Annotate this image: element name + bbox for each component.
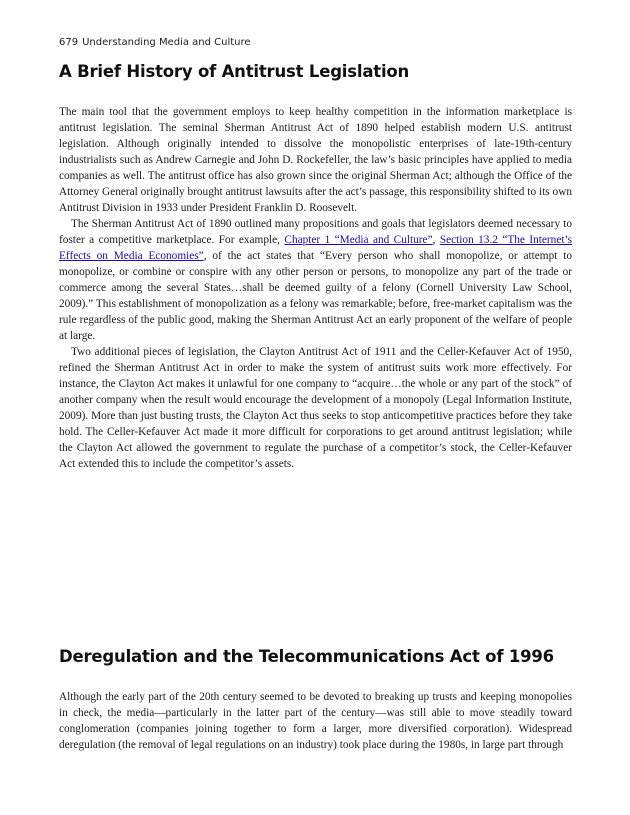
paragraph: Although the early part of the 20th century seemed to be devoted to breaking up trusts and keeping monopolies in check, the media—particularly in the latter part of the century—was still able to move steadily toward conglomeration (companies joining together to form a larger, more diversified corporation). Widespread deregulation (the removal of legal regulations on an industry) took place during the 1980s, in large part through	[59, 691, 572, 751]
paragraph-text: ,	[432, 234, 440, 246]
section-heading-deregulation: Deregulation and the Telecommunications Act of 1996	[59, 647, 554, 666]
book-title: Understanding Media and Culture	[82, 37, 251, 48]
paragraph-text: The Sherman Antitrust Act of 1890 outlined many propositions and goals that legislators deemed necessary to foster a competitive marketplace. For example,	[59, 218, 572, 246]
paragraph: Two additional pieces of legislation, the Clayton Antitrust Act of 1911 and the Celler-Kefauver Act of 1950, refined the Sherman Antitrust Act in order to make the system of antitrust suits work more effectively. For instance, the Clayton Act makes it unlawful for one company to “acquire…the whole or any part of the stock” of another company when the result would encourage the development of a monopoly (Legal Information Institute, 2009). More than just busting trusts, the Clayton Act thus seeks to stop anticompetitive practices before they take hold. The Celler-Kefauver Act made it more difficult for corporations to get around antitrust legislation; while the Clayton Act allowed the government to regulate the purchase of a competitor’s stock, the Celler-Kefauver Act extended this to include the competitor’s assets.	[59, 346, 572, 470]
paragraph	[59, 216, 572, 344]
running-header	[59, 37, 251, 48]
page-number: 679	[59, 37, 79, 48]
section-body-antitrust	[59, 104, 572, 472]
chapter-1-link[interactable]: Chapter 1 “Media and Culture”	[284, 234, 433, 246]
section-13-2-link[interactable]: Section 13.2 “The Internet’s Effects on Media Economies”	[59, 234, 573, 262]
section-heading-antitrust: A Brief History of Antitrust Legislation	[59, 62, 410, 81]
paragraph-text: , of the act states that “Every person who shall monopolize, or attempt to monopolize, or combine or conspire with any other person or persons, to monopolize any part of the trade or commerce among the several States…shall be deemed guilty of a felony (Cornell University Law School, 2009).” This establishment of monopolization as a felony was remarkable; before, free-market capitalism was the rule regardless of the public good, making the Sherman Antitrust Act an early proponent of the welfare of people at large.	[59, 250, 573, 342]
section-body-deregulation	[59, 689, 572, 753]
paragraph: The main tool that the government employs to keep healthy competition in the information marketplace is antitrust legislation. The seminal Sherman Antitrust Act of 1890 helped establish modern U.S. antitrust legislation. Although originally intended to dissolve the monopolistic enterprises of late-19th-century industrialists such as Andrew Carnegie and John D. Rockefeller, the law’s basic principles have applied to media companies as well. The antitrust office has also grown since the original Sherman Act; although the Office of the Attorney General originally brought antitrust lawsuits after the act’s passage, this responsibility shifted to its own Antitrust Division in 1933 under President Franklin D. Roosevelt.	[59, 106, 572, 214]
